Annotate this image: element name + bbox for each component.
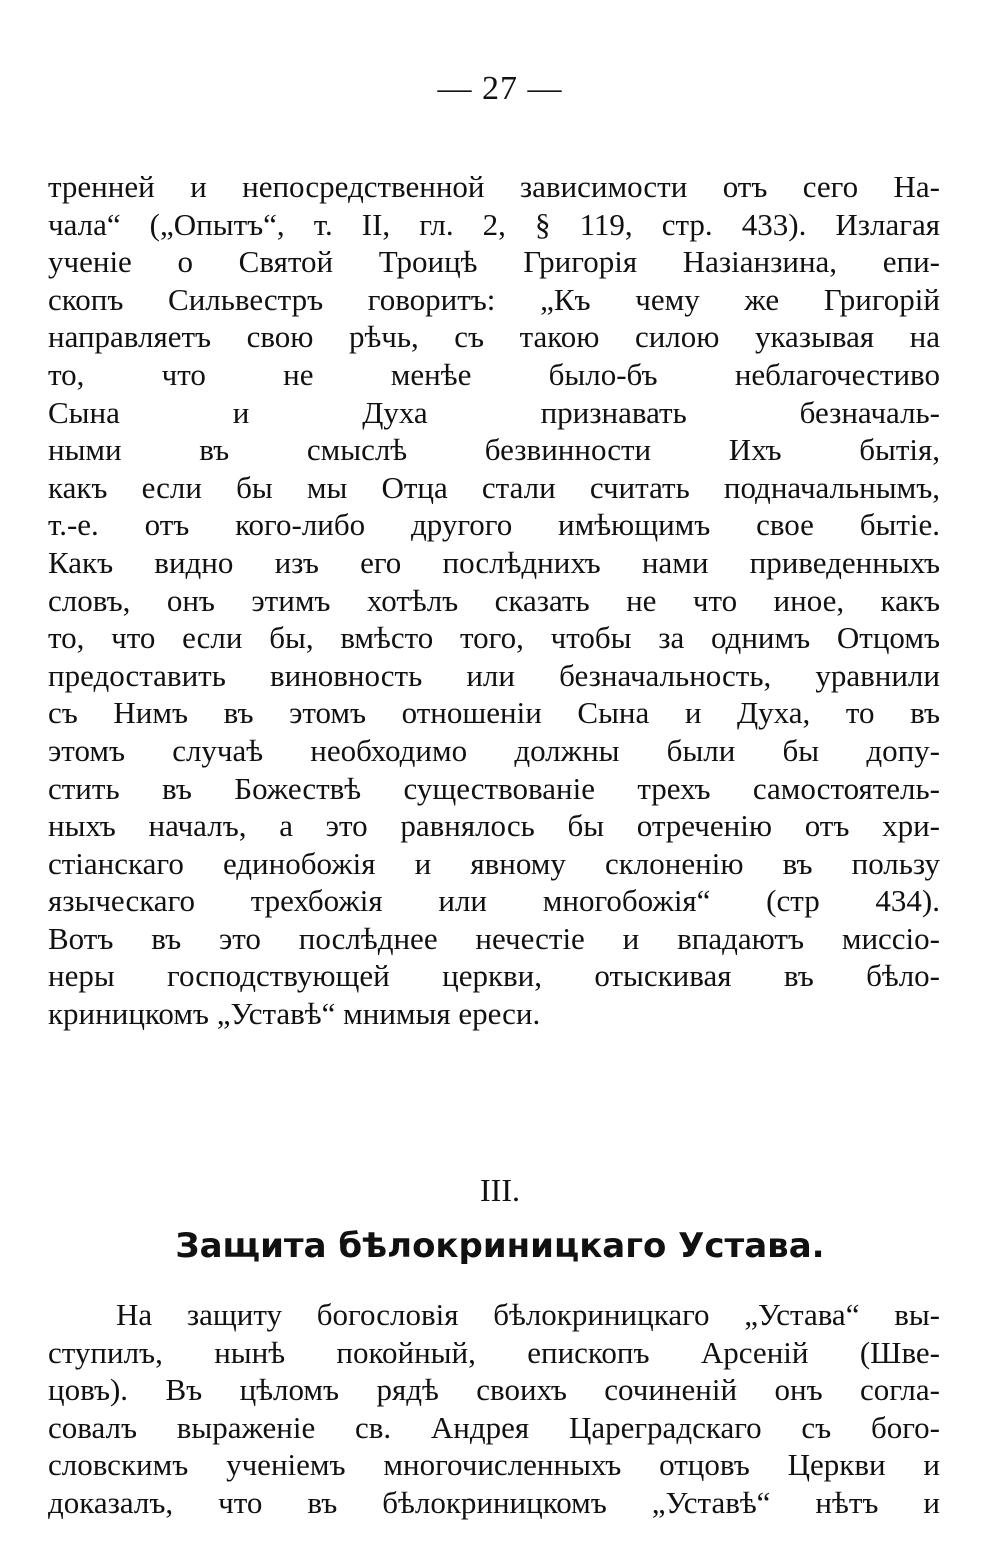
text-line: криницкомъ „Уставѣ“ мнимыя ереси. xyxy=(48,996,541,1032)
text-line: совалъ выраженіе св. Андрея Цареградскаго съ бого- xyxy=(48,1409,940,1445)
text-line: неры господствующей церкви, отыскивая въ бѣло- xyxy=(48,958,940,994)
paragraph-one xyxy=(48,168,940,1033)
text-line: цовъ). Въ цѣломъ рядѣ своихъ сочиненій онъ согла- xyxy=(48,1372,940,1408)
text-line: чала“ („Опытъ“, т. II, гл. 2, § 119, стр. 433). Излагая xyxy=(48,206,940,242)
text-line: доказалъ, что въ бѣлокриницкомъ „Уставѣ“ нѣтъ и xyxy=(48,1484,940,1520)
text-line: словъ, онъ этимъ хотѣлъ сказать не что иное, какъ xyxy=(48,582,940,618)
text-line: тренней и непосредственной зависимости отъ сего На- xyxy=(48,169,940,204)
text-line: т.-е. отъ кого-либо другого имѣющимъ свое бытіе. xyxy=(48,507,940,543)
text-line: ными въ смыслѣ безвинности Ихъ бытія, xyxy=(48,432,940,468)
section-number: III. xyxy=(480,1172,520,1208)
page-number: — 27 — xyxy=(437,70,563,107)
text-line: то, что не менѣе было-бъ неблагочестиво xyxy=(48,356,940,392)
text-line: ныхъ началъ, а это равнялось бы отреченію отъ хри- xyxy=(48,808,940,844)
section-title: Защита бѣлокриницкаго Устава. xyxy=(175,1226,825,1266)
text-line: словскимъ ученіемъ многочисленныхъ отцовъ Церкви и xyxy=(48,1447,940,1483)
text-line: скопъ Сильвестръ говоритъ: „Къ чему же Григорій xyxy=(48,281,940,317)
text-line: стіанскаго единобожія и явному склоненію въ пользу xyxy=(48,845,940,881)
text-line: этомъ случаѣ необходимо должны были бы допу- xyxy=(48,732,940,768)
text-line: ступилъ, нынѣ покойный, епископъ Арсеній (Шве- xyxy=(48,1334,940,1370)
text-line: Какъ видно изъ его послѣднихъ нами приведенныхъ xyxy=(48,544,940,580)
text-line: стить въ Божествѣ существованіе трехъ самостоятель- xyxy=(48,770,940,806)
text-line: ученіе о Святой Троицѣ Григорія Назіанзина, епи- xyxy=(48,244,940,280)
text-line: то, что если бы, вмѣсто того, чтобы за однимъ Отцомъ xyxy=(48,620,940,656)
text-line: какъ если бы мы Отца стали считать подначальнымъ, xyxy=(48,469,940,505)
text-line: съ Нимъ въ этомъ отношеніи Сына и Духа, то въ xyxy=(48,695,940,731)
text-line: На защиту богословія бѣлокриницкаго „Устава“ вы- xyxy=(116,1297,940,1332)
paragraph-two xyxy=(48,1296,940,1522)
text-line: предоставить виновность или безначальность, уравнили xyxy=(48,657,940,693)
text-line: направляетъ свою рѣчь, съ такою силою указывая на xyxy=(48,319,940,355)
text-line: Сына и Духа признавать безначаль- xyxy=(48,394,940,430)
text-line: Вотъ въ это послѣднее нечестіе и впадаютъ миссіо- xyxy=(48,920,940,956)
text-line: языческаго трехбожія или многобожія“ (стр 434). xyxy=(48,883,940,919)
